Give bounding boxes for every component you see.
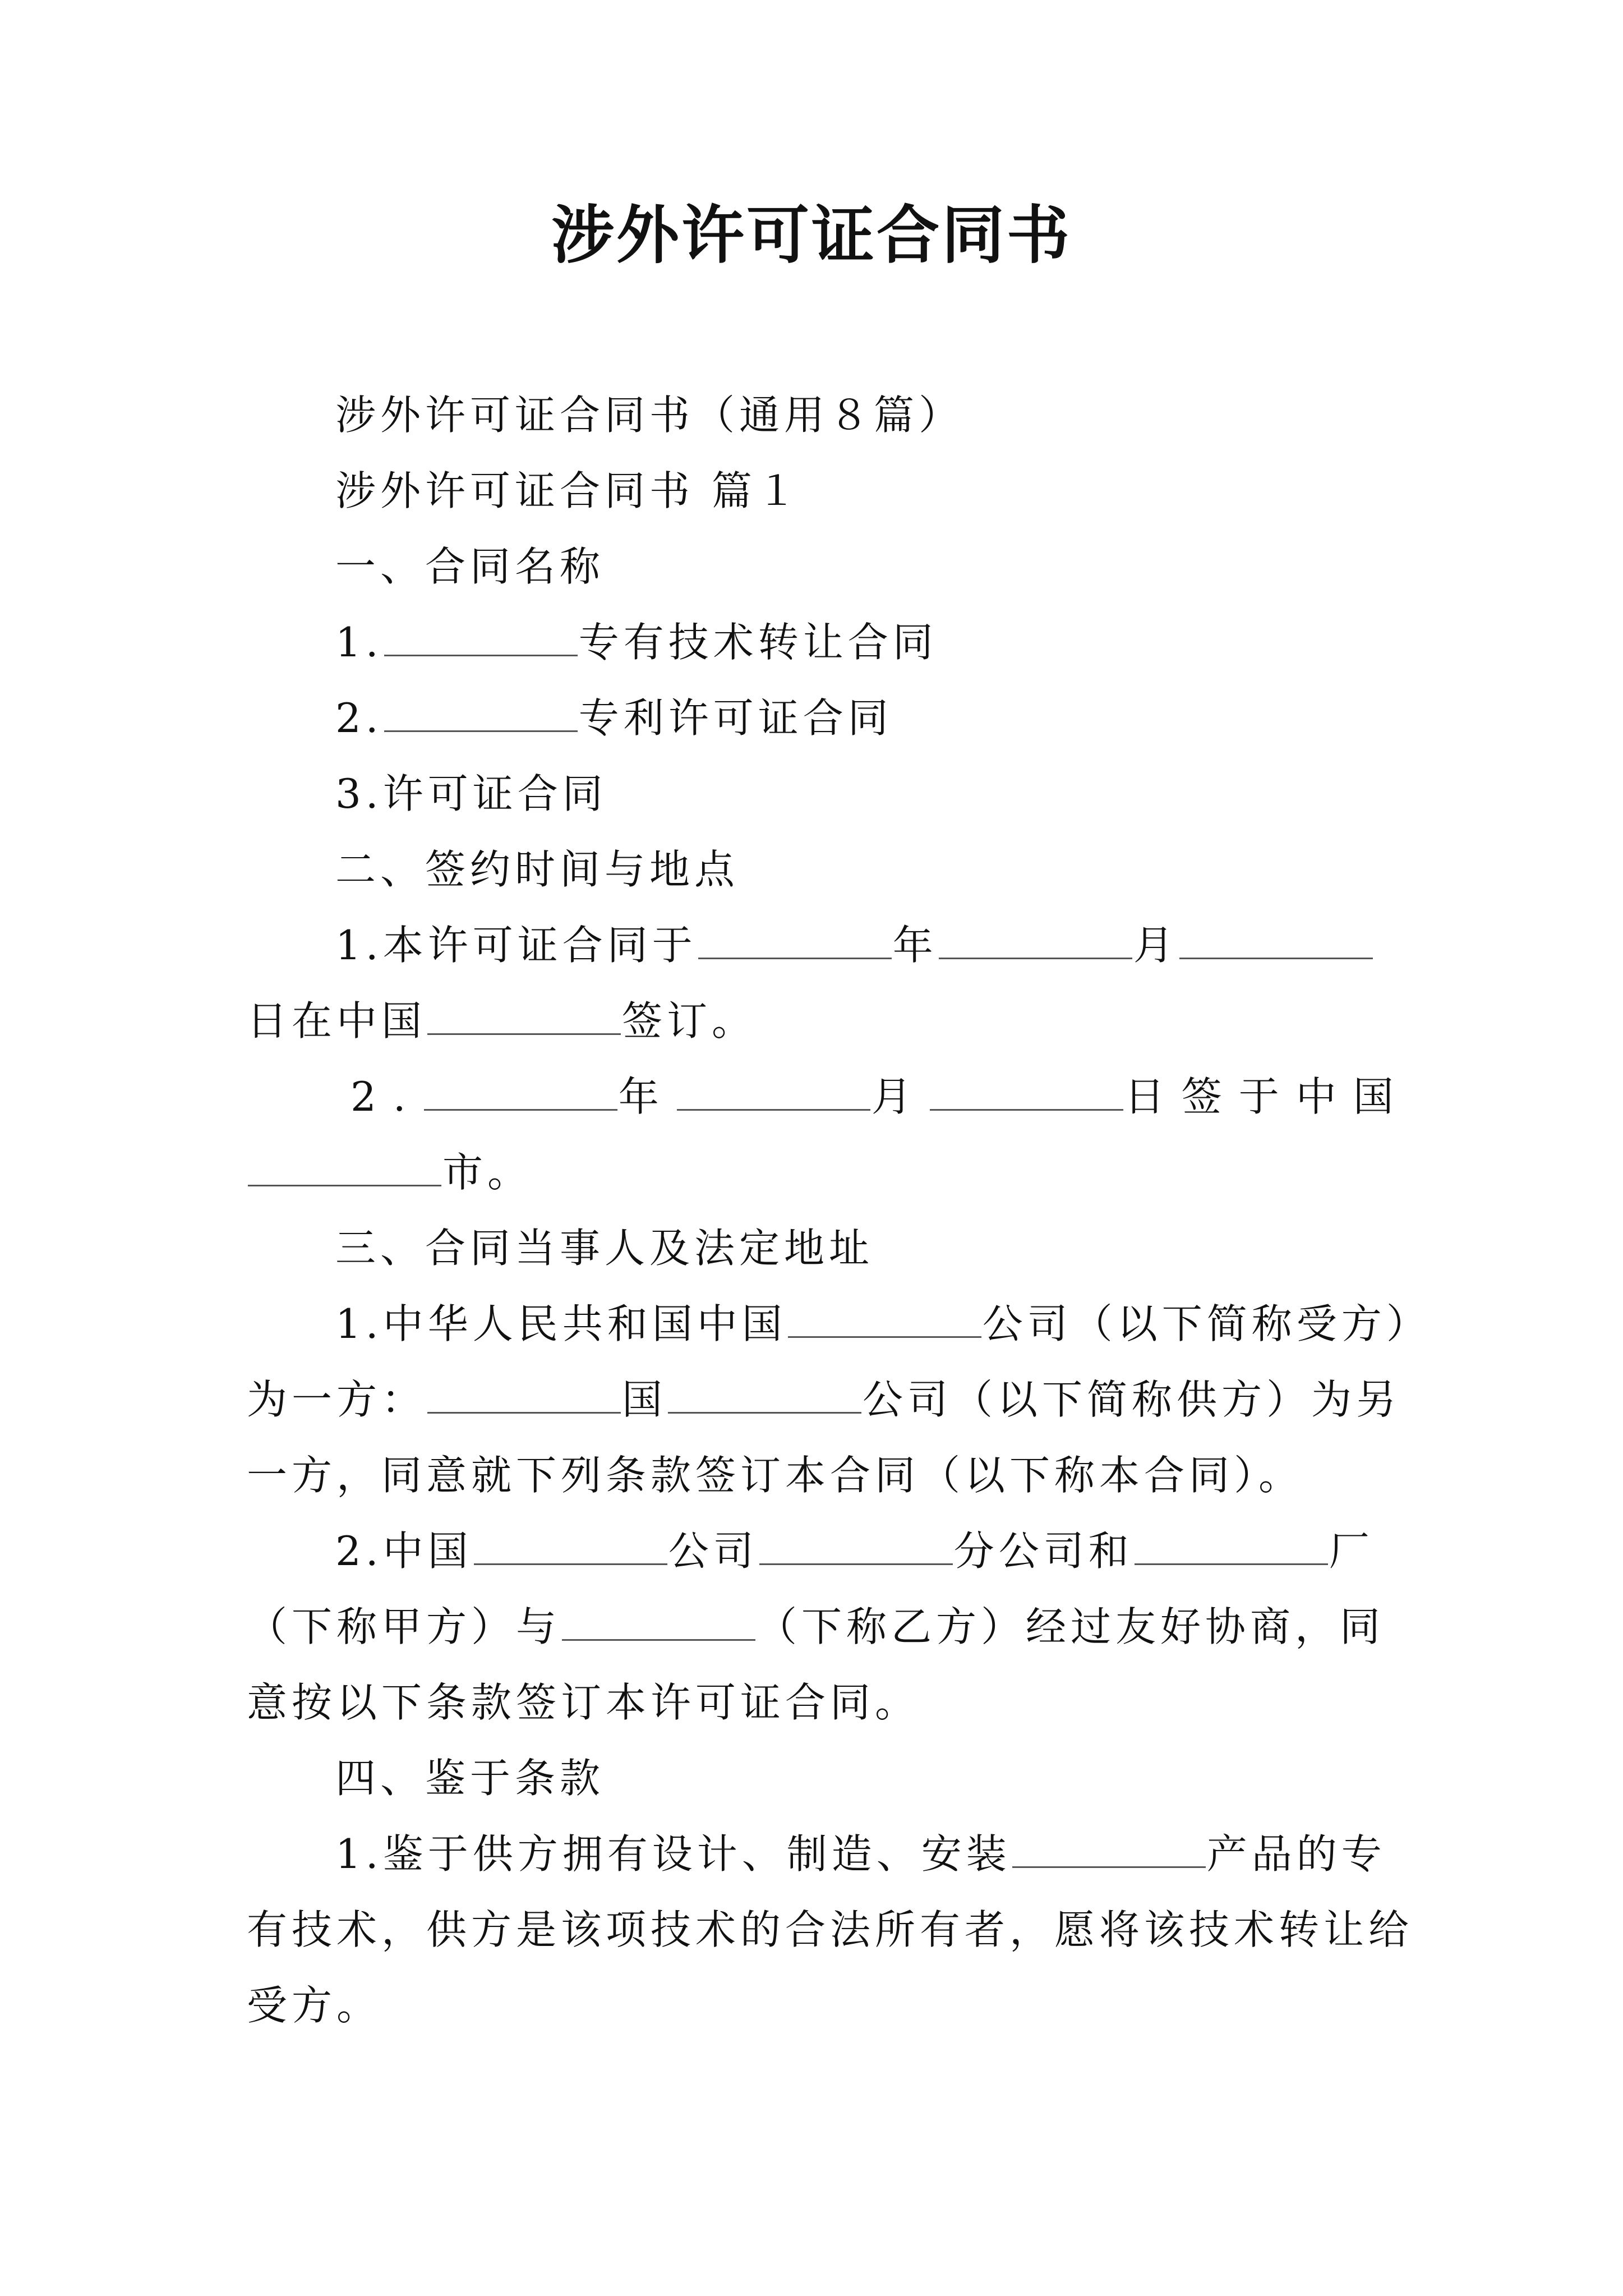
- text-segment: 公司（以下简称受方）: [982, 1300, 1431, 1347]
- text-segment: 2.中国: [335, 1527, 473, 1575]
- article-heading: 涉外许可证合同书 篇１: [335, 467, 801, 514]
- text-segment: 日签于中国: [1124, 1073, 1410, 1120]
- fill-in-blank[interactable]: [424, 1071, 617, 1111]
- section-heading: 二、签约时间与地点: [335, 846, 740, 893]
- paragraph-line: 意按以下条款签订本许可证合同。: [247, 1679, 920, 1726]
- text-segment: 市。: [442, 1149, 533, 1196]
- text-segment: 1.中华人民共和国中国: [335, 1300, 787, 1347]
- paragraph-line: [335, 614, 938, 670]
- section-heading: 四、鉴于条款: [335, 1755, 605, 1802]
- paragraph-line: [247, 1144, 532, 1200]
- fill-in-blank[interactable]: [248, 1147, 441, 1186]
- doc-subtitle: 涉外许可证合同书（通用８篇）: [335, 392, 964, 439]
- section-heading: 一、合同名称: [335, 543, 605, 590]
- text-segment: 公司: [668, 1527, 758, 1575]
- fill-in-blank[interactable]: [1179, 919, 1373, 959]
- fill-in-blank[interactable]: [384, 692, 578, 732]
- fill-in-blank[interactable]: [759, 1525, 953, 1565]
- paragraph-line: 有技术，供方是该项技术的合法所有者，愿将该技术转让给: [247, 1906, 1414, 1953]
- text-segment: 月: [871, 1073, 929, 1120]
- paragraph-line: 受方。: [247, 1982, 382, 2029]
- text-segment: 国: [622, 1376, 667, 1423]
- fill-in-blank[interactable]: [1135, 1525, 1328, 1565]
- section-heading: 三、合同当事人及法定地址: [335, 1225, 874, 1272]
- fill-in-blank[interactable]: [939, 919, 1132, 959]
- fill-in-blank[interactable]: [930, 1071, 1123, 1111]
- fill-in-blank[interactable]: [698, 919, 892, 959]
- text-segment: 专有技术转让合同: [578, 619, 938, 666]
- paragraph-line: [335, 690, 893, 746]
- fill-in-blank[interactable]: [384, 616, 578, 656]
- paragraph-line: [247, 1599, 1385, 1655]
- paragraph-line: [247, 993, 757, 1049]
- fill-in-blank[interactable]: [788, 1298, 981, 1338]
- paragraph-line: [247, 1372, 1401, 1428]
- paragraph-line: [335, 1296, 1431, 1352]
- fill-in-blank[interactable]: [1012, 1828, 1206, 1868]
- paragraph-line: [335, 1523, 1374, 1579]
- text-segment: 产品的专: [1206, 1830, 1386, 1878]
- text-segment: 1.本许可证合同于: [335, 922, 697, 969]
- fill-in-blank[interactable]: [562, 1601, 755, 1641]
- paragraph-line: [335, 1826, 1386, 1882]
- text-segment: 1.: [335, 619, 383, 666]
- text-segment: 厂: [1329, 1527, 1374, 1575]
- text-segment: 日在中国: [247, 997, 427, 1045]
- paragraph-line: 一方，同意就下列条款签订本合同（以下称本合同）。: [247, 1452, 1304, 1499]
- text-segment: 年: [618, 1073, 676, 1120]
- text-segment: （下称甲方）与: [247, 1603, 561, 1650]
- text-segment: 年: [892, 922, 938, 969]
- text-segment: 签订。: [622, 997, 757, 1045]
- text-segment: （下称乙方）经过友好协商，同: [757, 1603, 1385, 1650]
- text-segment: 2.: [351, 1073, 423, 1120]
- paragraph-line: [351, 1069, 1410, 1125]
- fill-in-blank[interactable]: [677, 1071, 870, 1111]
- paragraph-line: 3.许可证合同: [335, 770, 607, 817]
- text-segment: 为一方：: [247, 1376, 427, 1423]
- text-segment: 1.鉴于供方拥有设计、制造、安装: [335, 1830, 1011, 1878]
- text-segment: 分公司和: [953, 1527, 1133, 1575]
- text-segment: 2.: [335, 694, 383, 742]
- text-segment: 专利许可证合同: [578, 694, 893, 742]
- fill-in-blank[interactable]: [474, 1525, 667, 1565]
- document-title: 涉外许可证合同书: [551, 199, 1072, 272]
- text-segment: 公司（以下简称供方）为另: [863, 1376, 1401, 1423]
- fill-in-blank[interactable]: [668, 1374, 861, 1414]
- fill-in-blank[interactable]: [427, 995, 621, 1035]
- fill-in-blank[interactable]: [427, 1374, 621, 1414]
- text-segment: 月: [1133, 922, 1178, 969]
- paragraph-line: [335, 917, 1374, 973]
